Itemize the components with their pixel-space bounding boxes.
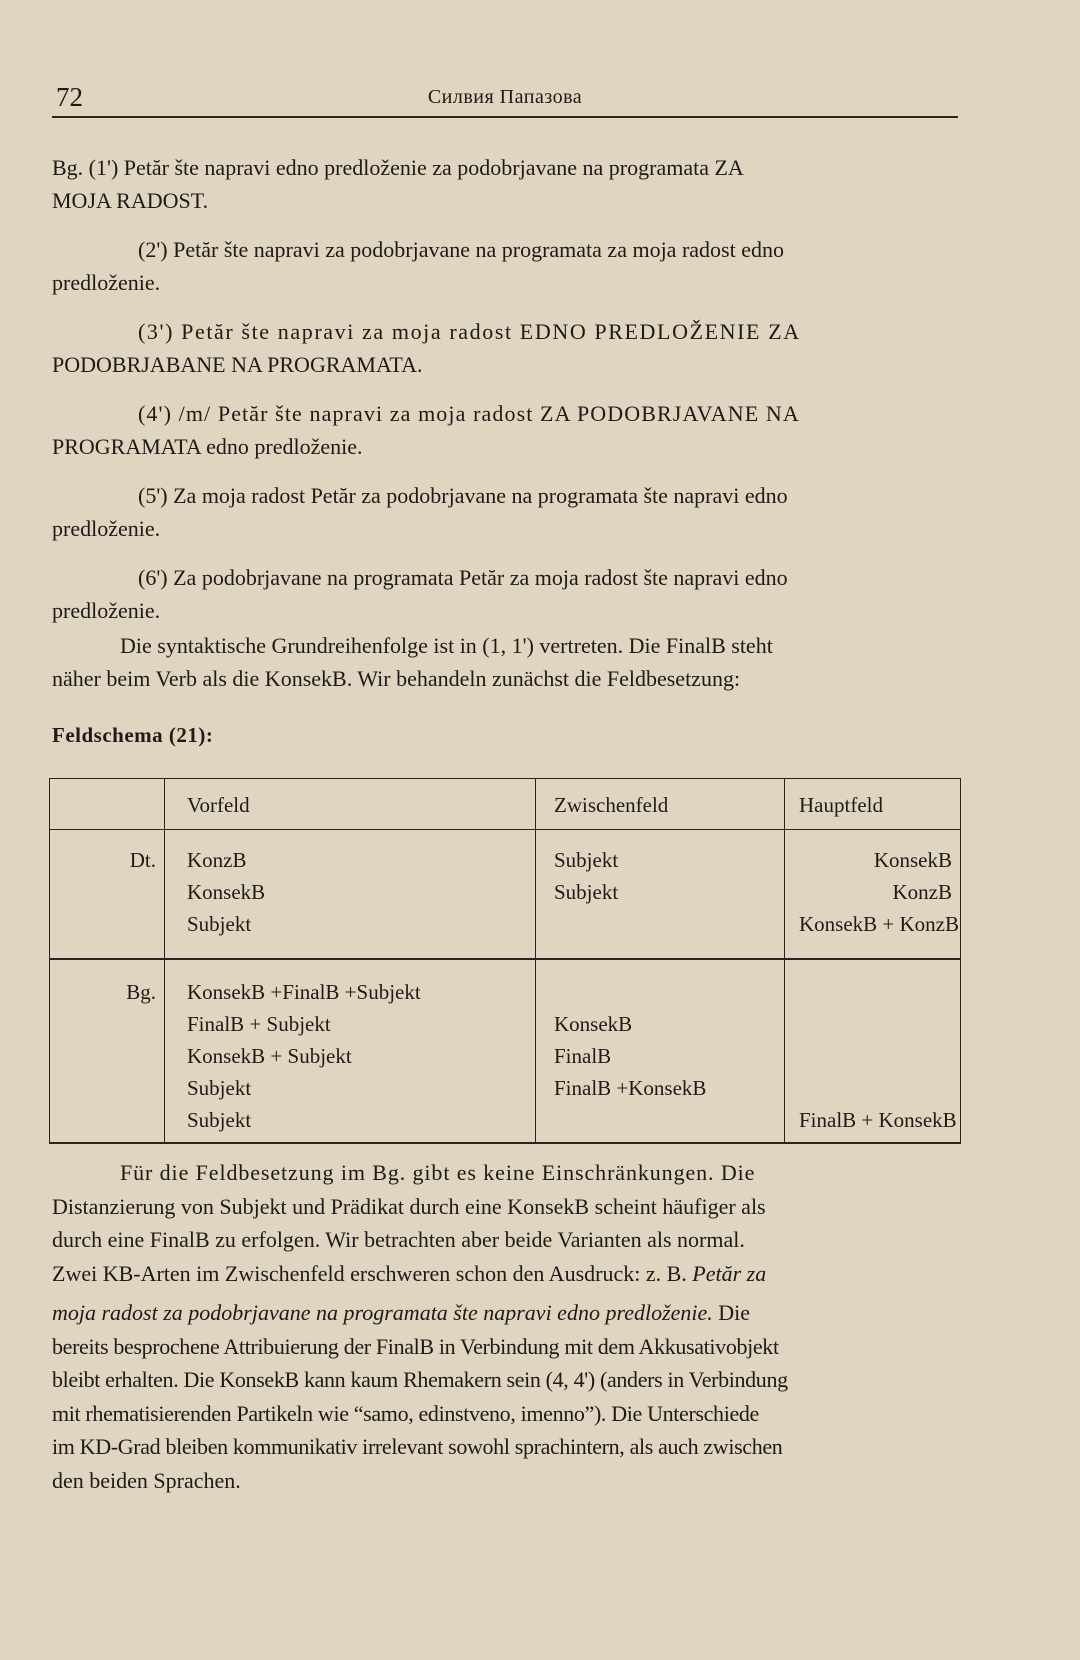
bg-vorfeld-item: KonsekB +FinalB +Subjekt	[187, 980, 421, 1004]
examples-block	[52, 151, 958, 695]
bg-zwischenfeld-item: FinalB	[554, 1044, 612, 1068]
table-row-bg	[50, 959, 961, 1143]
bg-hauptfeld-cell	[785, 959, 961, 1143]
example-3-line1: (3') Petăr šte napravi za moja radost EDNO PREDLOŽENIE ZA	[138, 319, 801, 344]
example-4-line2: PROGRAMATA edno predloženie.	[52, 434, 363, 459]
closing-line: Für die Feldbesetzung im Bg. gibt es keine Einschränkungen. Die	[120, 1160, 756, 1185]
row-label-dt: Dt.	[50, 830, 165, 960]
header-hauptfeld: Hauptfeld	[785, 779, 961, 830]
example-4	[52, 397, 958, 463]
closing-line	[52, 1296, 958, 1330]
dt-hauptfeld-item: KonzB	[892, 880, 952, 904]
table-header-row	[50, 779, 961, 830]
example-1	[52, 151, 958, 217]
bg-vorfeld-cell	[165, 959, 536, 1143]
bg-zwischenfeld-item: FinalB +KonsekB	[554, 1076, 707, 1100]
dt-zwischenfeld-cell	[536, 830, 785, 960]
dt-vorfeld-item: Subjekt	[187, 912, 252, 936]
example-5-line2: predloženie.	[52, 516, 161, 541]
bg-zwischenfeld-cell	[536, 959, 785, 1143]
field-schema-table	[49, 778, 961, 1144]
closing-line: mit rhematisierenden Partikeln wie “samo, edinstveno, imenno”). Die Unterschiede	[52, 1400, 759, 1426]
example-2-line1: (2') Petăr šte napravi za podobrjavane na programata za moja radost edno	[138, 237, 784, 262]
example-6	[52, 561, 958, 627]
bg-hauptfeld-item: FinalB + KonsekB	[799, 1108, 957, 1132]
example-3	[52, 315, 958, 381]
running-head: Силвия Папазова	[427, 86, 583, 108]
example-2	[52, 233, 958, 299]
header-zwischenfeld: Zwischenfeld	[536, 779, 785, 830]
example-1-line2: MOJA RADOST.	[52, 188, 209, 213]
table-caption: Feldschema (21):	[52, 723, 214, 747]
paragraph-word-order-line2: näher beim Verb als die KonsekB. Wir behandeln zunächst die Feldbesetzung:	[52, 666, 741, 691]
example-citation: Petăr za	[692, 1260, 767, 1286]
example-3-line2: PODOBRJABANE NA PROGRAMATA.	[52, 352, 423, 377]
closing-line: den beiden Sprachen.	[52, 1467, 241, 1493]
bg-vorfeld-item: Subjekt	[187, 1076, 252, 1100]
closing-line: bereits besprochene Attribuierung der FinalB in Verbindung mit dem Akkusativobjekt	[52, 1333, 779, 1359]
bg-vorfeld-item: FinalB + Subjekt	[187, 1012, 331, 1036]
header-vorfeld: Vorfeld	[165, 779, 536, 830]
dt-hauptfeld-cell	[785, 830, 961, 960]
example-citation: moja radost za podobrjavane na programata šte napravi edno predloženie.	[52, 1300, 713, 1325]
page-number: 72	[56, 82, 83, 112]
closing-line-text: Die	[712, 1300, 751, 1325]
example-2-line2: predloženie.	[52, 270, 161, 295]
closing-line-text: Zwei KB-Arten im Zwischenfeld erschweren schon den Ausdruck: z. B.	[52, 1260, 693, 1286]
example-6-line2: predloženie.	[52, 598, 161, 623]
dt-vorfeld-item: KonzB	[187, 848, 247, 872]
dt-vorfeld-cell	[165, 830, 536, 960]
dt-hauptfeld-item: KonsekB + KonzB	[799, 912, 960, 936]
table-row-dt	[50, 830, 961, 960]
dt-vorfeld-item: KonsekB	[187, 880, 266, 904]
example-6-line1: (6') Za podobrjavane na programata Petăr za moja radost šte napravi edno	[138, 565, 788, 590]
closing-paragraph	[52, 1156, 958, 1497]
bg-vorfeld-item: KonsekB + Subjekt	[187, 1044, 352, 1068]
closing-line: Distanzierung von Subjekt und Prädikat durch eine KonsekB scheint häufiger als	[52, 1193, 766, 1219]
paragraph-word-order-line1: Die syntaktische Grundreihenfolge ist in (1, 1') vertreten. Die FinalB steht	[120, 633, 773, 658]
dt-zwischenfeld-item: Subjekt	[554, 880, 619, 904]
paragraph-word-order	[52, 629, 958, 695]
bg-zwischenfeld-item: KonsekB	[554, 1012, 633, 1036]
dt-hauptfeld-item: KonsekB	[873, 848, 952, 872]
example-5	[52, 479, 958, 545]
example-1-line1: Bg. (1') Petăr šte napravi edno predloženie za podobrjavane na programata ZA	[52, 155, 744, 180]
header-cell-empty	[50, 779, 165, 830]
closing-line	[52, 1257, 958, 1291]
bg-vorfeld-item: Subjekt	[187, 1108, 252, 1132]
example-4-line1: (4') /m/ Petăr šte napravi za moja radost ZA PODOBRJAVANE NA	[138, 401, 800, 426]
closing-line: bleibt erhalten. Die KonsekB kann kaum Rhemakern sein (4, 4') (anders in Verbindung	[52, 1367, 788, 1392]
closing-line: im KD-Grad bleiben kommunikativ irrelevant sowohl sprachintern, als auch zwischen	[52, 1434, 783, 1459]
closing-line: durch eine FinalB zu erfolgen. Wir betrachten aber beide Varianten als normal.	[52, 1227, 745, 1252]
row-label-bg: Bg.	[50, 959, 165, 1143]
dt-zwischenfeld-item: Subjekt	[554, 848, 619, 872]
example-5-line1: (5') Za moja radost Petăr za podobrjavane na programata šte napravi edno	[138, 483, 788, 508]
page-header	[52, 82, 958, 118]
